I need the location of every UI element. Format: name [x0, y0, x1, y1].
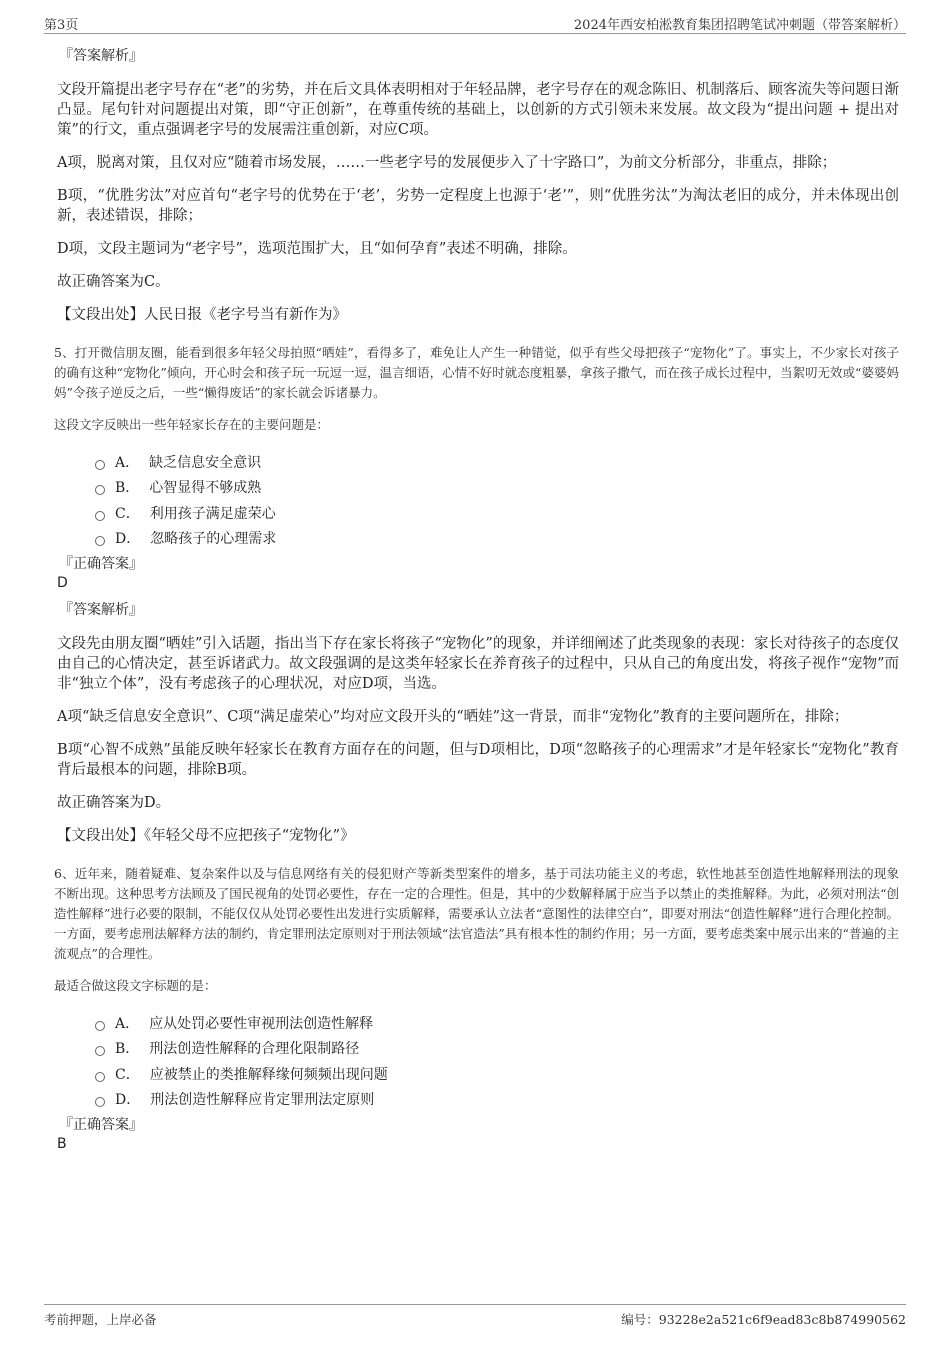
analysis-tag: 『答案解析』	[59, 602, 143, 618]
source-citation: 【文段出处】人民日报《老字号当有新作为》	[57, 307, 347, 323]
option-list	[95, 449, 899, 551]
analysis-paragraph: D项，文段主题词为“老字号”，选项范围扩大，且“如何孕育”表述不明确，排除。	[57, 241, 577, 257]
header-rule	[44, 33, 906, 34]
option-list	[95, 1010, 899, 1112]
analysis-paragraph: B项“心智不成熟”虽能反映年轻家长在教育方面存在的问题，但与D项相比，D项“忽略孩子的心理需求”才是年轻家长“宠物化”教育背后最根本的问题，排除B项。	[57, 742, 899, 778]
analysis-paragraph: 文段先由朋友圈“晒娃”引入话题，指出当下存在家长将孩子“宠物化”的现象，并详细阐述了此类现象的表现：家长对待孩子的态度仅由自己的心情决定，甚至诉诸武力。故文段强调的是这类年轻家长在养育孩子的过程中，只从自己的角度出发，将孩子视作“宠物”而非“独立个体”，没有考虑孩子的心理状况，对应D项，当选。	[57, 636, 899, 692]
option-letter: B．	[115, 480, 140, 497]
radio-icon[interactable]	[95, 460, 105, 470]
option-text: 应从处罚必要性审视刑法创造性解释	[149, 1015, 374, 1032]
option-letter: C．	[115, 505, 140, 522]
option-text: 利用孩子满足虚荣心	[149, 505, 276, 522]
option-b[interactable]	[95, 1036, 899, 1062]
question-prompt: 最适合做这段文字标题的是：	[54, 978, 217, 993]
option-text: 忽略孩子的心理需求	[150, 531, 277, 548]
option-a[interactable]	[95, 449, 899, 475]
analysis-paragraph: A项，脱离对策，且仅对应“随着市场发展，……一些老字号的发展便步入了十字路口”，为前文分析部分，非重点，排除；	[57, 155, 837, 171]
analysis-tag: 『答案解析』	[59, 48, 143, 64]
page-content	[54, 46, 899, 1161]
radio-icon[interactable]	[95, 1021, 105, 1031]
option-text: 应被禁止的类推解释缘何频频出现问题	[149, 1066, 388, 1083]
page-header	[0, 0, 950, 34]
correct-answer: D	[57, 575, 68, 591]
radio-icon[interactable]	[95, 511, 105, 521]
option-text: 缺乏信息安全意识	[149, 454, 262, 471]
option-d[interactable]	[95, 526, 899, 552]
page-number: 第3页	[44, 18, 79, 33]
option-letter: A．	[115, 1015, 140, 1032]
analysis-paragraph: 文段开篇提出老字号存在“老”的劣势，并在后文具体表明相对于年轻品牌，老字号存在的观念陈旧、机制落后、顾客流失等问题日渐凸显。尾句针对问题提出对策，即“守正创新”，在尊重传统的基础上，以创新的方式引领未来发展。故文段为“提出问题 + 提出对策”的行文，重点强调老字号的发展需注重创新，对应C项。	[57, 82, 899, 138]
option-letter: A．	[115, 454, 140, 471]
correct-answer: B	[57, 1136, 67, 1152]
radio-icon[interactable]	[95, 485, 105, 495]
option-letter: C．	[115, 1066, 140, 1083]
radio-icon[interactable]	[95, 1072, 105, 1082]
option-c[interactable]	[95, 500, 899, 526]
source-citation: 【文段出处】《年轻父母不应把孩子“宠物化”》	[57, 828, 355, 844]
footer-rule	[44, 1304, 906, 1305]
option-c[interactable]	[95, 1061, 899, 1087]
conclusion: 故正确答案为D。	[57, 795, 171, 811]
footer-slogan: 考前押题，上岸必备	[44, 1312, 157, 1327]
correct-answer-tag: 『正确答案』	[59, 1117, 143, 1133]
question-6	[54, 864, 899, 1153]
document-id: 编号：93228e2a521c6f9ead83c8b874990562	[621, 1312, 906, 1327]
question-prompt: 这段文字反映出一些年轻家长存在的主要问题是：	[54, 417, 330, 432]
correct-answer-tag: 『正确答案』	[59, 556, 143, 572]
option-letter: D．	[115, 531, 141, 548]
option-a[interactable]	[95, 1010, 899, 1036]
option-text: 心智显得不够成熟	[149, 480, 262, 497]
page-footer	[0, 1310, 950, 1330]
question-5	[54, 343, 899, 846]
radio-icon[interactable]	[95, 1046, 105, 1056]
analysis-paragraph: B项，“优胜劣汰”对应首句“老字号的优势在于‘老’，劣势一定程度上也源于‘老’”，则“优胜劣汰”为淘汰老旧的成分，并未体现出创新，表述错误，排除；	[57, 188, 899, 224]
option-d[interactable]	[95, 1087, 899, 1113]
option-letter: D．	[115, 1092, 141, 1109]
radio-icon[interactable]	[95, 536, 105, 546]
document-title: 2024年西安柏淞教育集团招聘笔试冲刺题（带答案解析）	[573, 18, 906, 33]
option-letter: B．	[115, 1041, 140, 1058]
question-stem: 6、近年来，随着疑难、复杂案件以及与信息网络有关的侵犯财产等新类型案件的增多，基于司法功能主义的考虑，软性地甚至创造性地解释刑法的现象不断出现。这种思考方法顾及了国民视角的处罚必要性，存在一定的合理性。但是，其中的少数解释属于应当予以禁止的类推解释。为此，必须对刑法“创造性解释”进行必要的限制，不能仅仅从处罚必要性出发进行实质解释，需要承认立法者“意图性的法律空白”，即要对刑法“创造性解释”进行合理化控制。一方面，要考虑刑法解释方法的制约，肯定罪刑法定原则对于刑法领域“法官造法”具有根本性的制约作用；另一方面，要考虑类案中展示出来的“普遍的主流观点”的合理性。	[54, 866, 899, 961]
conclusion: 故正确答案为C。	[57, 274, 170, 290]
radio-icon[interactable]	[95, 1097, 105, 1107]
q4-analysis	[57, 46, 899, 325]
option-text: 刑法创造性解释应肯定罪刑法定原则	[150, 1092, 375, 1109]
option-b[interactable]	[95, 475, 899, 501]
analysis-paragraph: A项“缺乏信息安全意识”、C项“满足虚荣心”均对应文段开头的“晒娃”这一背景，而非“宠物化”教育的主要问题所在，排除；	[57, 709, 849, 725]
option-text: 刑法创造性解释的合理化限制路径	[149, 1041, 360, 1058]
question-stem: 5、打开微信朋友圈，能看到很多年轻父母拍照“晒娃”，看得多了，难免让人产生一种错觉，似乎有些父母把孩子“宠物化”了。事实上，不少家长对孩子的确有这种“宠物化”倾向，开心时会和孩子玩一玩逗一逗，温言细语，心情不好时就态度粗暴，拿孩子撒气，而在孩子成长过程中，当絮叨无效或“婆婆妈妈”令孩子逆反之后，一些“懒得废话”的家长就会诉诸暴力。	[54, 345, 899, 400]
